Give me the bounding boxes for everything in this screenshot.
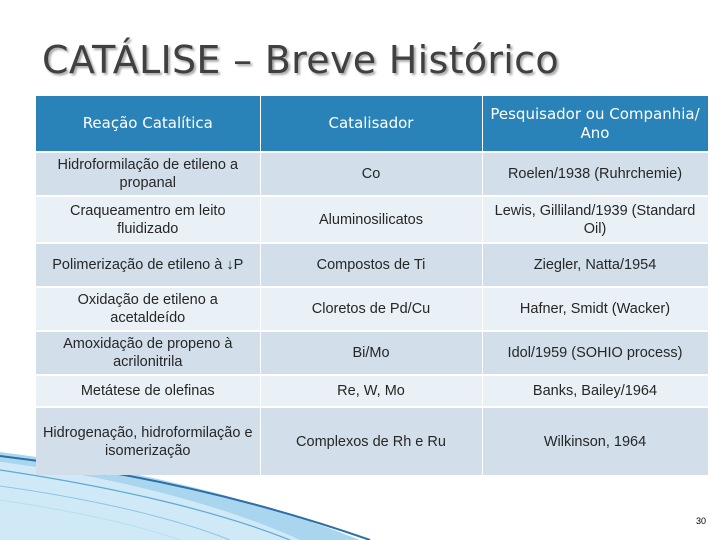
cell-researcher: Wilkinson, 1964 xyxy=(482,407,708,475)
cell-researcher: Ziegler, Natta/1954 xyxy=(482,243,708,287)
table-row xyxy=(36,196,708,243)
cell-reaction: Oxidação de etileno a acetaldeído xyxy=(36,287,260,331)
cell-reaction: Hidrogenação, hidroformilação e isomerização xyxy=(36,407,260,475)
cell-reaction: Hidroformilação de etileno a propanal xyxy=(36,152,260,196)
cell-reaction: Polimerização de etileno à ↓P xyxy=(36,243,260,287)
history-table xyxy=(36,96,709,475)
cell-reaction: Craqueamentro em leito fluidizado xyxy=(36,196,260,243)
cell-researcher: Roelen/1938 (Ruhrchemie) xyxy=(482,152,708,196)
table-row xyxy=(36,331,708,375)
header-researcher: Pesquisador ou Companhia/ Ano xyxy=(482,96,708,152)
cell-catalyst: Aluminosilicatos xyxy=(260,196,482,243)
cell-researcher: Banks, Bailey/1964 xyxy=(482,375,708,407)
table-row xyxy=(36,375,708,407)
cell-catalyst: Complexos de Rh e Ru xyxy=(260,407,482,475)
cell-researcher: Lewis, Gilliland/1939 (Standard Oil) xyxy=(482,196,708,243)
cell-reaction: Amoxidação de propeno à acrilonitrila xyxy=(36,331,260,375)
cell-catalyst: Bi/Mo xyxy=(260,331,482,375)
cell-reaction: Metátese de olefinas xyxy=(36,375,260,407)
table-row xyxy=(36,407,708,475)
cell-catalyst: Cloretos de Pd/Cu xyxy=(260,287,482,331)
table-row xyxy=(36,243,708,287)
page-title: CATÁLISE – Breve Histórico xyxy=(42,38,559,82)
cell-researcher: Idol/1959 (SOHIO process) xyxy=(482,331,708,375)
cell-catalyst: Co xyxy=(260,152,482,196)
table-row xyxy=(36,152,708,196)
header-reaction: Reação Catalítica xyxy=(36,96,260,152)
header-catalyst: Catalisador xyxy=(260,96,482,152)
table-header-row xyxy=(36,96,708,152)
table-row xyxy=(36,287,708,331)
cell-catalyst: Re, W, Mo xyxy=(260,375,482,407)
page-number: 30 xyxy=(695,516,706,526)
cell-catalyst: Compostos de Ti xyxy=(260,243,482,287)
cell-researcher: Hafner, Smidt (Wacker) xyxy=(482,287,708,331)
